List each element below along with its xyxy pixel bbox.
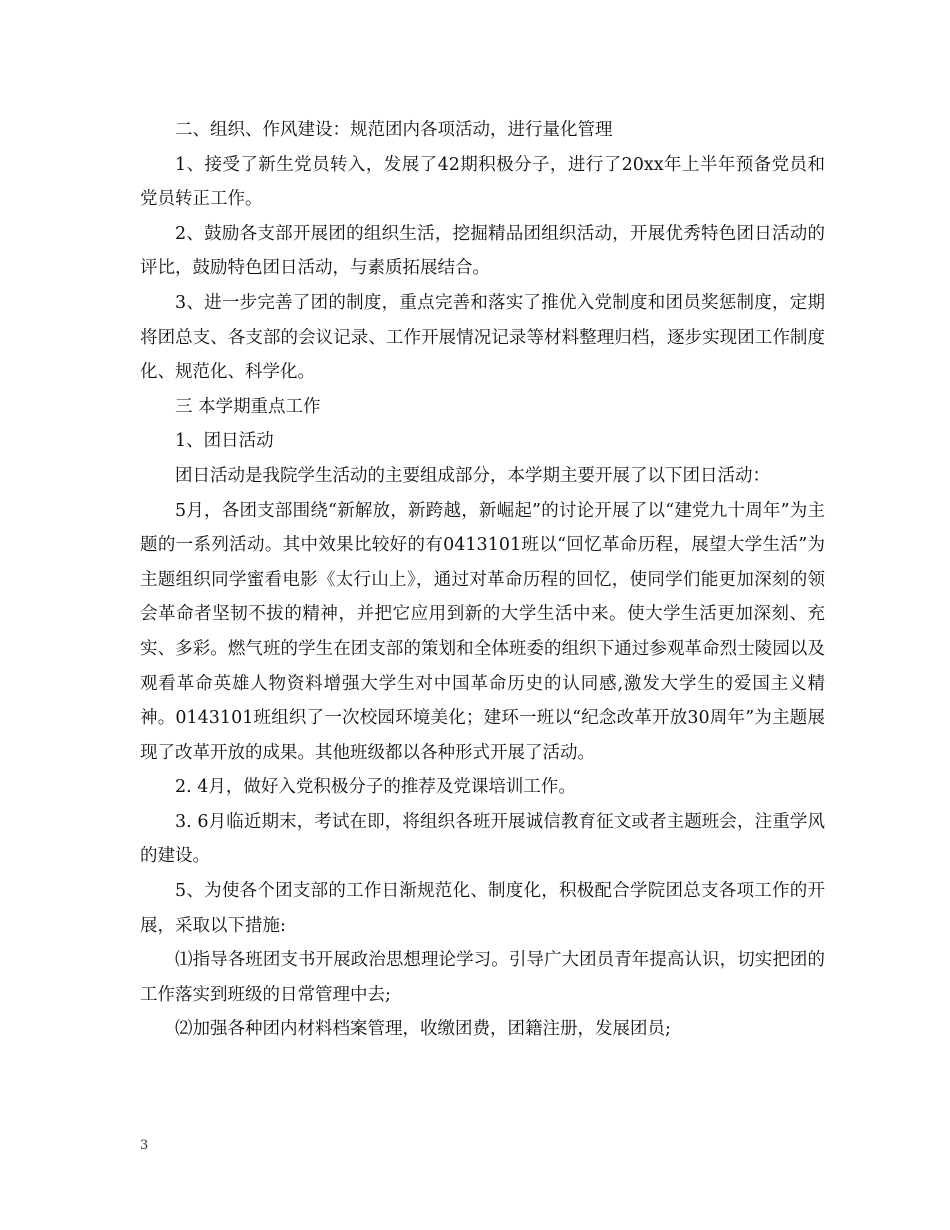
document-body [140, 113, 825, 1047]
subheading-league-day: 1、团日活动 [175, 431, 274, 452]
section-heading-organization: 二、组织、作风建设：规范团内各项活动，进行量化管理 [175, 120, 613, 140]
paragraph-april-training: 2. 4月，做好入党积极分子的推荐及党课培训工作。 [175, 777, 576, 798]
paragraph-may-activities: 5月，各团支部围绕“新解放，新跨越，新崛起”的讨论开展了以“建党九十周年”为主题的一系列活动。其中效果比较好的有0413101班以“回忆革命历程，展望大学生活”为主题组织同学蜜看电影《太行山上》，通过对革命历程的回忆，使同学们能更加深刻的领会革命者坚韧不拔的精神，并把它应用到新的大学生活中来。使大学生活更加深刻、充实、多彩。燃气班的学生在团支部的策划和全体班委的组织下通过参观革命烈士陵园以及观看革命英雄人物资料增强大学生对中国革命历史的认同感,激发大学生的爱国主义精神。0143101班组织了一次校园环境美化；建环一班以“纪念改革开放30周年”为主题展现了改革开放的成果。其他班级都以各种形式开展了活动。 [140, 500, 825, 763]
section-heading-key-work: 三 本学期重点工作 [175, 396, 321, 417]
paragraph-branch-activities: 2、鼓励各支部开展团的组织生活，挖掘精品团组织活动，开展优秀特色团日活动的评比，鼓励特色团日活动，与素质拓展结合。 [140, 223, 825, 279]
paragraph-june-integrity: 3. 6月临近期末，考试在即，将组织各班开展诚信教育征文或者主题班会，注重学风的建设。 [140, 811, 825, 867]
paragraph-league-day-intro: 团日活动是我院学生活动的主要组成部分，本学期主要开展了以下团日活动： [175, 465, 770, 486]
paragraph-system-improvement: 3、进一步完善了团的制度，重点完善和落实了推优入党制度和团员奖惩制度，定期将团总支、各支部的会议记录、工作开展情况记录等材料整理归档，逐步实现团工作制度化、规范化、科学化。 [140, 292, 825, 383]
paragraph-measures: 5、为使各个团支部的工作日渐规范化、制度化，积极配合学院团总支各项工作的开展，采取以下措施: [140, 881, 825, 936]
list-item-measure-2: ⑵加强各种团内材料档案管理，收缴团费，团籍注册，发展团员; [175, 1019, 671, 1040]
paragraph-party-members: 1、接受了新生党员转入，发展了42期积极分子，进行了20xx年上半年预备党员和党员转正工作。 [140, 154, 825, 210]
page-number: 3 [140, 1138, 149, 1153]
list-item-measure-1: ⑴指导各班团支书开展政治思想理论学习。引导广大团员青年提高认识，切实把团的工作落实到班级的日常管理中去; [140, 950, 825, 1005]
